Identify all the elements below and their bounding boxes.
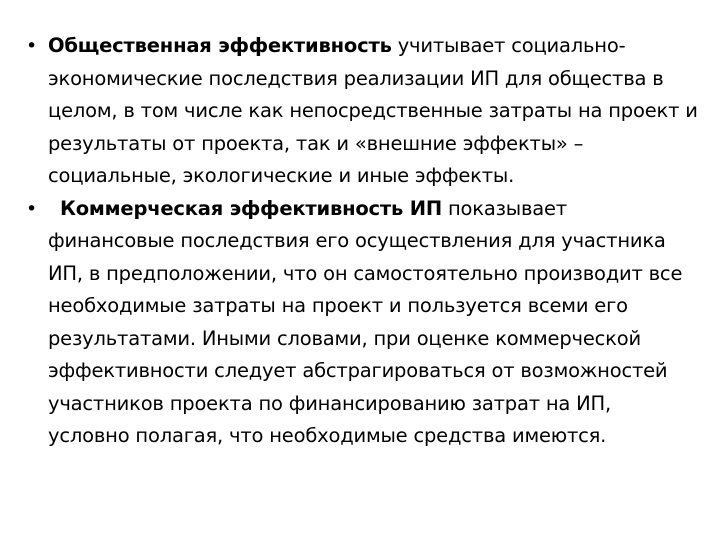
bullet-commercial-efficiency [26, 193, 698, 453]
bullet-marker: • [26, 35, 38, 57]
bullet-public-efficiency [26, 30, 698, 193]
bullet-lead-text: Коммерческая эффективность ИП [60, 196, 442, 220]
bullet-marker: • [26, 197, 38, 220]
bullet-list [26, 30, 698, 453]
bullet-body-text: показывает финансовые последствия его осуществления для участника ИП, в предположении, что он самостоятельно производит все необходимые затраты на проект и пользуется всеми его результатами. Иными словами, при оценке коммерческой эффективности следует абстрагироваться от возможностей участников проекта по финансированию затрат на ИП, условно полагая, что необходимые средства имеются. [48, 196, 683, 447]
bullet-body-text: учитывает социально-экономические последствия реализации ИП для общества в целом, в том числе как непосредственные затраты на проект и результаты от проекта, так и «внешние эффекты» – социальные, экологические и иные эффекты. [48, 34, 698, 187]
bullet-lead-text: Общественная эффективность [48, 34, 392, 57]
